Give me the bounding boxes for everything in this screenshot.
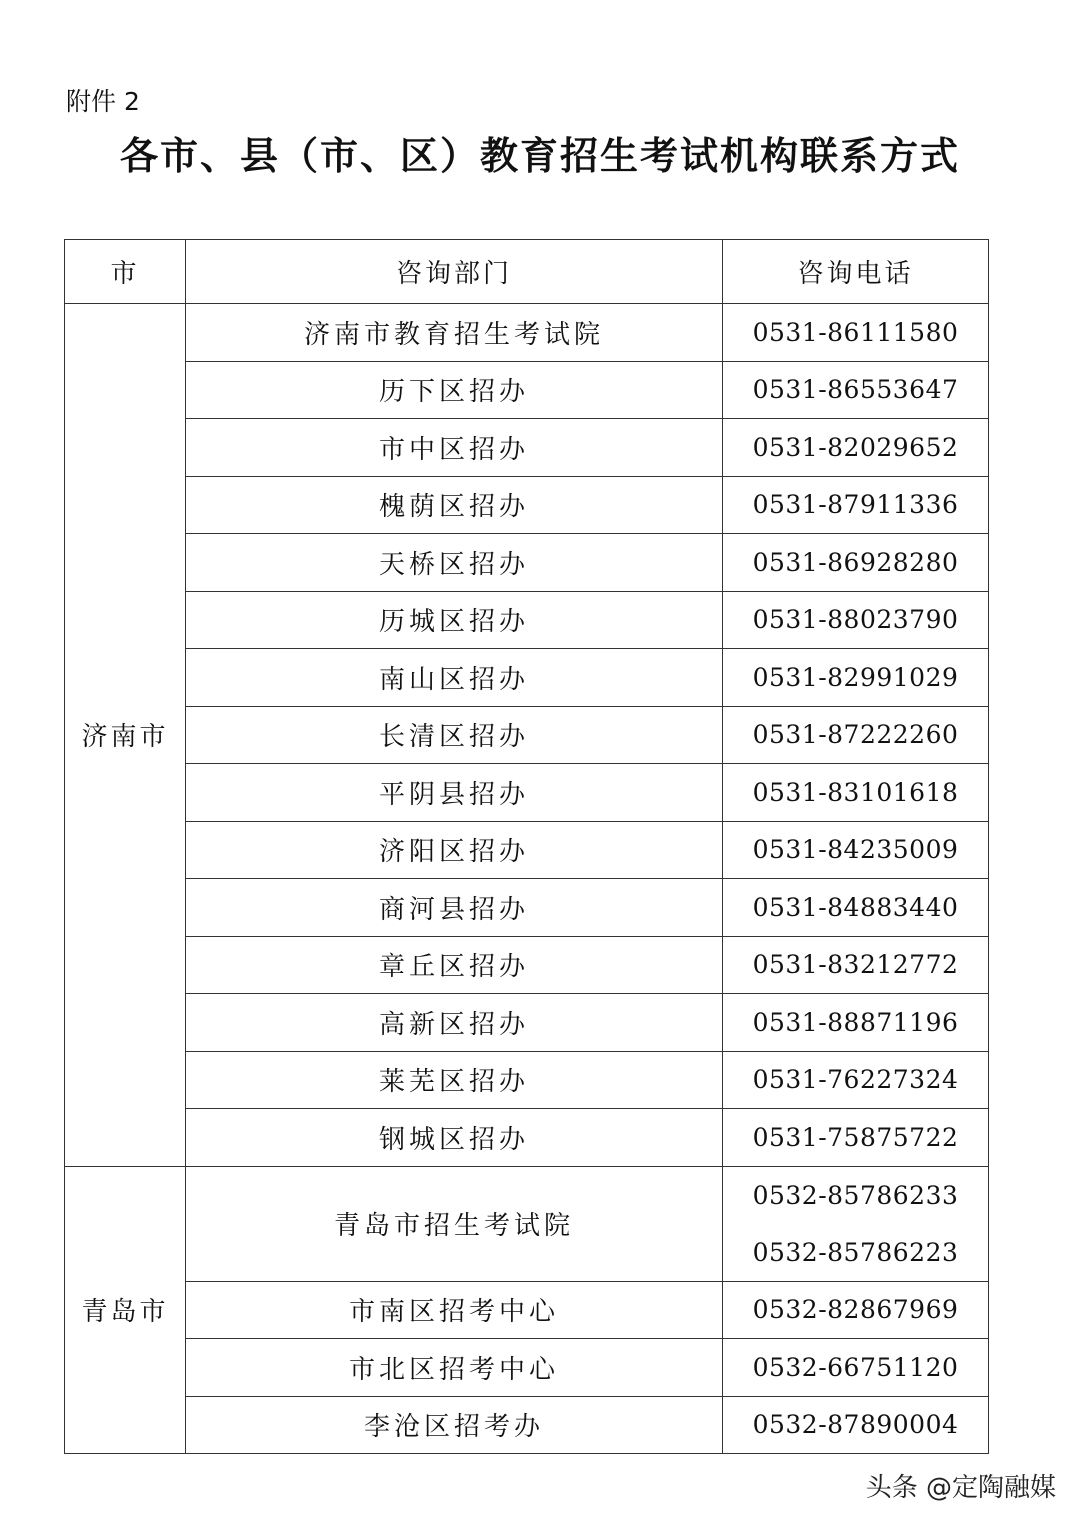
phone-cell: 0531-88023790 [723, 591, 989, 649]
phone-cell: 0531-75875722 [723, 1109, 989, 1167]
table-row [65, 994, 989, 1052]
contacts-table [64, 239, 989, 1454]
phone-cell: 0531-86928280 [723, 534, 989, 592]
table-row [65, 419, 989, 477]
phone-cell: 0531-84883440 [723, 879, 989, 937]
department-cell: 章丘区招办 [186, 936, 723, 994]
department-cell: 莱芜区招办 [186, 1051, 723, 1109]
table-row [65, 1166, 989, 1224]
table-row [65, 764, 989, 822]
department-cell: 高新区招办 [186, 994, 723, 1052]
table-row [65, 936, 989, 994]
department-cell: 市南区招考中心 [186, 1281, 723, 1339]
phone-cell: 0531-83101618 [723, 764, 989, 822]
department-cell: 长清区招办 [186, 706, 723, 764]
department-cell: 青岛市招生考试院 [186, 1166, 723, 1281]
city-cell: 青岛市 [65, 1166, 186, 1454]
phone-cell: 0532-87890004 [723, 1396, 989, 1454]
department-cell: 平阴县招办 [186, 764, 723, 822]
phone-cell: 0531-86111580 [723, 304, 989, 362]
phone-cell: 0532-85786233 [723, 1166, 989, 1224]
table-row [65, 534, 989, 592]
table-row [65, 476, 989, 534]
department-cell: 南山区招办 [186, 649, 723, 707]
table-row [65, 1281, 989, 1339]
phone-cell: 0531-84235009 [723, 821, 989, 879]
table-body [65, 304, 989, 1454]
phone-cell: 0531-88871196 [723, 994, 989, 1052]
page-title: 各市、县（市、区）教育招生考试机构联系方式 [119, 134, 960, 178]
phone-cell: 0531-86553647 [723, 361, 989, 419]
table-row [65, 649, 989, 707]
table-row [65, 591, 989, 649]
phone-cell: 0531-76227324 [723, 1051, 989, 1109]
table-row [65, 879, 989, 937]
table-row [65, 1051, 989, 1109]
table-row [65, 304, 989, 362]
phone-cell: 0532-85786223 [723, 1224, 989, 1282]
department-cell: 历下区招办 [186, 361, 723, 419]
department-cell: 济南市教育招生考试院 [186, 304, 723, 362]
department-cell: 李沧区招考办 [186, 1396, 723, 1454]
header-phone: 咨询电话 [723, 240, 989, 304]
phone-cell: 0531-87911336 [723, 476, 989, 534]
table-row [65, 821, 989, 879]
department-cell: 商河县招办 [186, 879, 723, 937]
table-row [65, 1339, 989, 1397]
phone-cell: 0532-66751120 [723, 1339, 989, 1397]
department-cell: 槐荫区招办 [186, 476, 723, 534]
header-city: 市 [65, 240, 186, 304]
department-cell: 天桥区招办 [186, 534, 723, 592]
watermark: 头条 @定陶融媒 [865, 1473, 1056, 1503]
phone-cell: 0531-87222260 [723, 706, 989, 764]
department-cell: 历城区招办 [186, 591, 723, 649]
table-header-row [65, 240, 989, 304]
header-department: 咨询部门 [186, 240, 723, 304]
department-cell: 市中区招办 [186, 419, 723, 477]
department-cell: 济阳区招办 [186, 821, 723, 879]
city-cell: 济南市 [65, 304, 186, 1167]
table-row [65, 706, 989, 764]
phone-cell: 0531-83212772 [723, 936, 989, 994]
attachment-label: 附件 2 [66, 87, 140, 116]
table-row [65, 1396, 989, 1454]
table-row [65, 361, 989, 419]
phone-cell: 0532-82867969 [723, 1281, 989, 1339]
department-cell: 钢城区招办 [186, 1109, 723, 1167]
department-cell: 市北区招考中心 [186, 1339, 723, 1397]
table-row [65, 1109, 989, 1167]
phone-cell: 0531-82029652 [723, 419, 989, 477]
phone-cell: 0531-82991029 [723, 649, 989, 707]
